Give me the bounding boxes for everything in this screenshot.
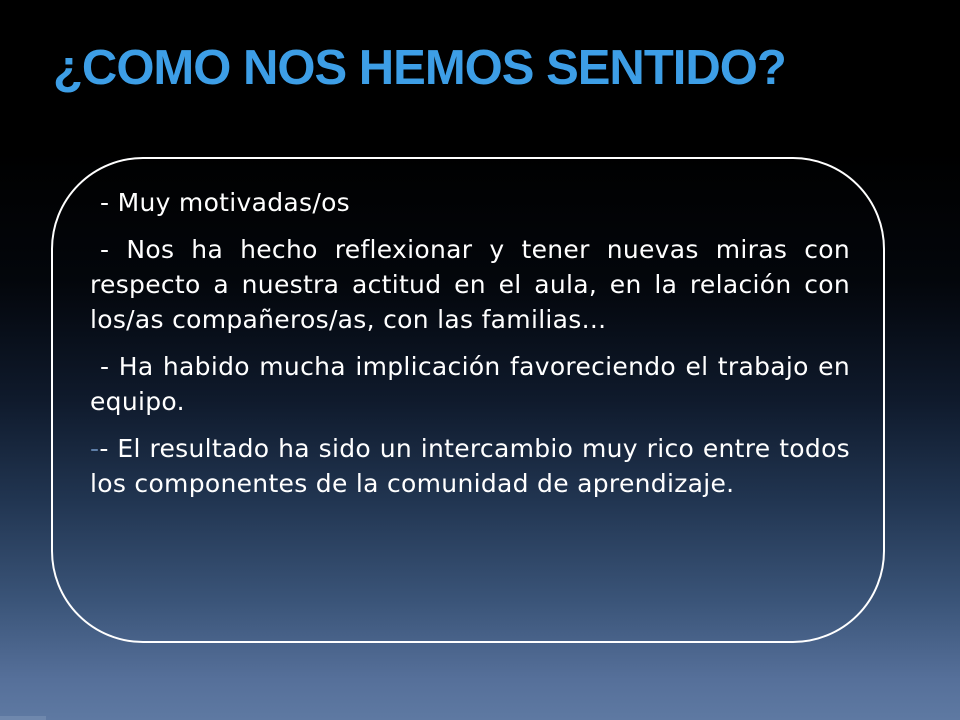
accent-dash: - bbox=[90, 434, 100, 463]
paragraph-reflection: - Nos ha hecho reflexionar y tener nuevas miras con respecto a nuestra actitud en el aula, en la relación con los/as compañeros/as, con las familias... bbox=[90, 235, 850, 334]
paragraph-motivation: - Muy motivadas/os bbox=[100, 188, 350, 217]
paragraph-exchange bbox=[90, 431, 850, 501]
content-text bbox=[90, 185, 850, 513]
paragraph-involvement: - Ha habido mucha implicación favoreciendo el trabajo en equipo. bbox=[90, 352, 850, 416]
corner-decoration bbox=[0, 716, 46, 720]
content-box bbox=[51, 157, 885, 643]
slide-title: ¿COMO NOS HEMOS SENTIDO? bbox=[53, 41, 786, 95]
paragraph-exchange-text: - El resultado ha sido un intercambio muy rico entre todos los componentes de la comunidad de aprendizaje. bbox=[90, 434, 850, 498]
